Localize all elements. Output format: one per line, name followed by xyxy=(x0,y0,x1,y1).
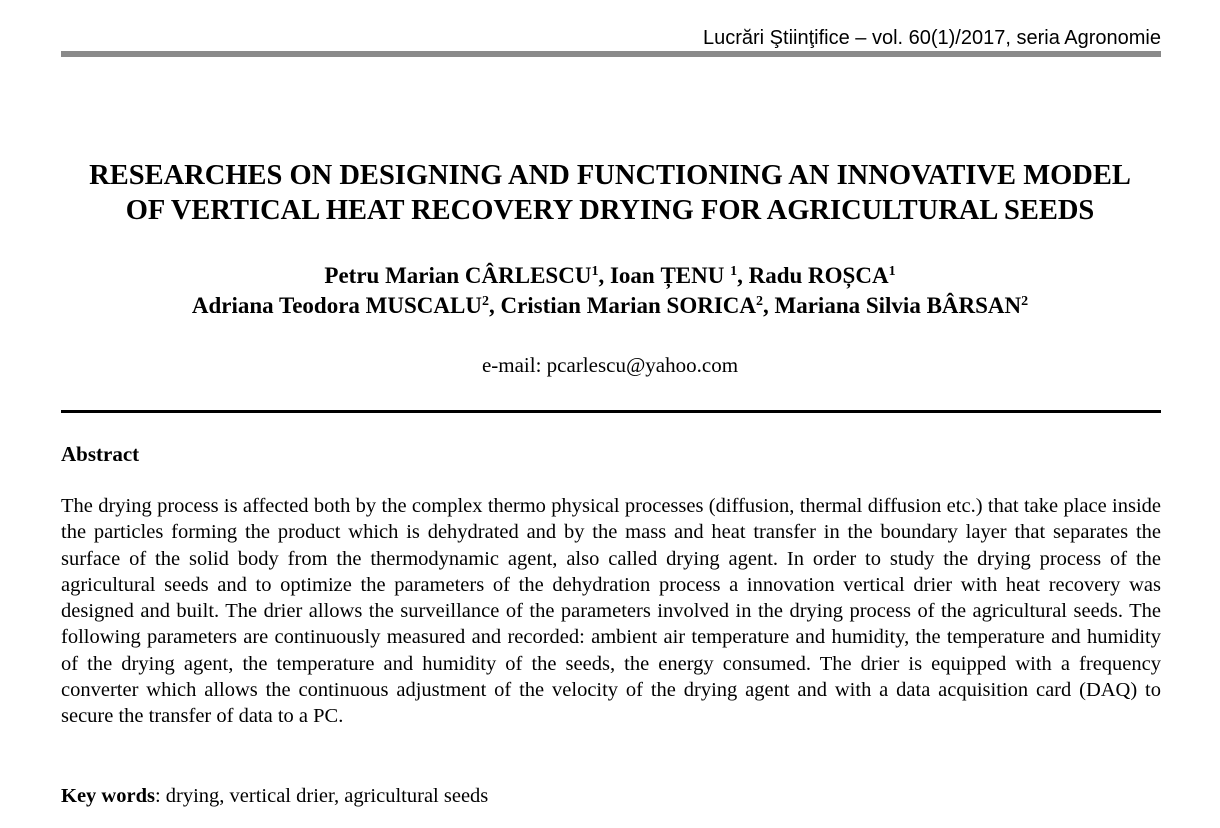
section-divider xyxy=(61,410,1161,413)
affiliation-mark: 2 xyxy=(1021,294,1029,309)
affiliation-mark: 1 xyxy=(730,264,738,279)
author-name: Mariana Silvia BÂRSAN xyxy=(774,293,1022,318)
author-list xyxy=(40,261,1180,321)
keywords-text: : drying, vertical drier, agricultural seeds xyxy=(154,785,489,807)
header-rule xyxy=(61,51,1161,57)
author-name: Petru Marian CÂRLESCU xyxy=(324,263,592,288)
abstract-heading: Abstract xyxy=(61,442,140,466)
title-line-1: RESEARCHES ON DESIGNING AND FUNCTIONING AN INNOVATIVE MODEL xyxy=(89,160,1131,191)
keywords xyxy=(61,783,1161,809)
affiliation-mark: 1 xyxy=(591,264,599,279)
affiliation-mark: 2 xyxy=(756,294,764,309)
keywords-label: Key words xyxy=(61,785,155,807)
contact-email: e-mail: pcarlescu@yahoo.com xyxy=(481,353,739,377)
paper-title xyxy=(40,158,1180,228)
abstract-text: The drying process is affected both by the complex thermo physical processes (diffusion, thermal diffusion etc.) that take place inside the particles forming the product which is dehydrated and by the mass and heat transfer in the boundary layer that separates the surface of the solid body from the thermodynamic agent, also called drying agent. In order to study the drying process of the agricultural seeds and to optimize the parameters of the dehydration process a innovation vertical drier with heat recovery was designed and built. The drier allows the surveillance of the parameters involved in the drying process of the agricultural seeds. The following parameters are continuously measured and recorded: ambient air temperature and humidity, the temperature and humidity of the drying agent, the temperature and humidity of the seeds, the energy consumed. The drier is equipped with a frequency converter which allows the continuous adjustment of the velocity of the drying agent and with a data acquisition card (DAQ) to secure the transfer of data to a PC. xyxy=(61,495,1161,728)
title-line-2: OF VERTICAL HEAT RECOVERY DRYING FOR AGRICULTURAL SEEDS xyxy=(125,195,1095,226)
author-name: Ioan ȚENU xyxy=(609,263,725,288)
author-name: Radu ROȘCA xyxy=(748,263,889,288)
author-line-1: Petru Marian CÂRLESCU$^1$, Ioan ȚENU $^1$, Radu ROȘCA$^1$ xyxy=(324,263,896,288)
author-line-2: Adriana Teodora MUSCALU$^2$, Cristian Marian SORICA$^2$, Mariana Silvia BÂRSAN$^2$ xyxy=(191,293,1029,318)
journal-header: Lucrări Ştiinţifice – vol. 60(1)/2017, seria Agronomie xyxy=(702,27,1161,49)
author-name: Cristian Marian SORICA xyxy=(500,293,757,318)
affiliation-mark: 2 xyxy=(481,294,489,309)
affiliation-mark: 1 xyxy=(888,264,896,279)
author-name: Adriana Teodora MUSCALU xyxy=(191,293,482,318)
